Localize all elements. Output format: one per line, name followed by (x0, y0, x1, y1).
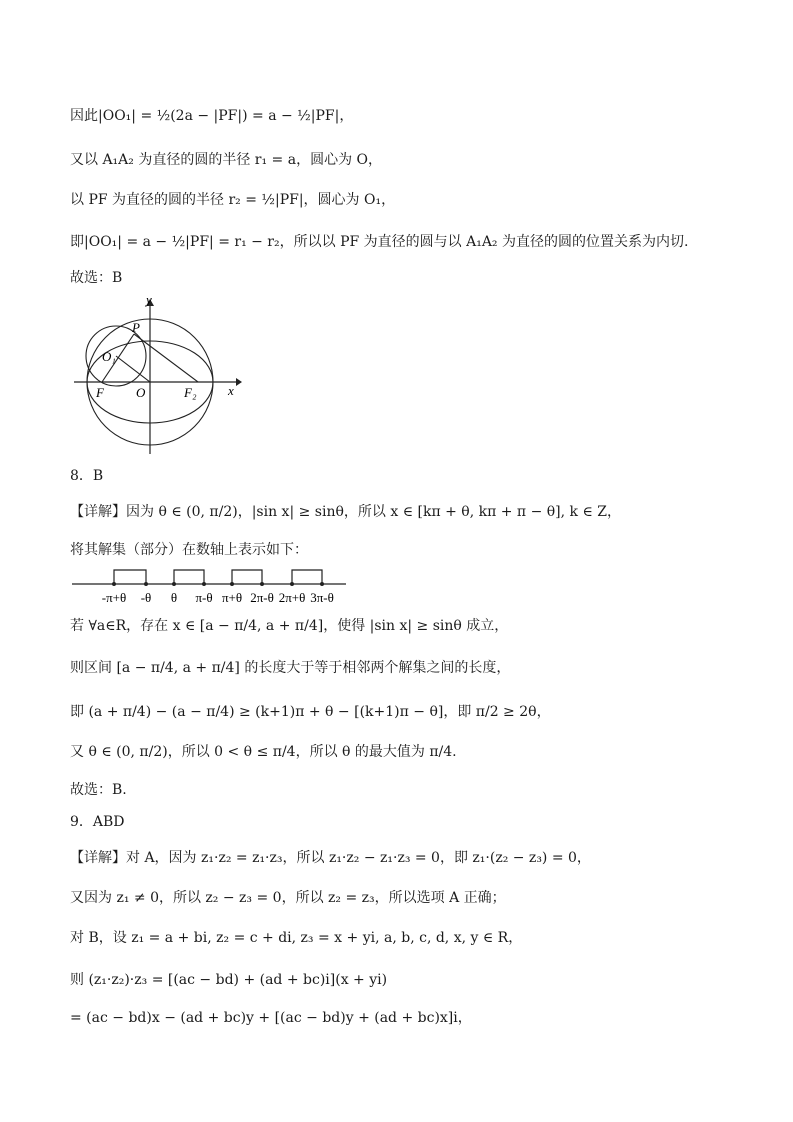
text-line-9: 若 ∀a∈R，存在 x ∈ [a − π/4, a + π/4]，使得 |sin x| ≥ sinθ 成立， (70, 618, 509, 634)
label-p: P (132, 320, 140, 335)
text-line-3: 以 PF 为直径的圆的半径 r₂ = ½|PF|，圆心为 O₁， (70, 192, 396, 208)
number-line-point (260, 582, 264, 586)
number-line-tick-label: θ (170, 590, 178, 605)
answer-line-2: 故选：B. (70, 782, 127, 798)
x-axis-arrow (236, 378, 242, 386)
segment-o1o (116, 356, 150, 382)
text-line-11: 即 (a + π/4) − (a − π/4) ≥ (k+1)π + θ − [(k+1)π − θ]，即 π/2 ≥ 2θ， (70, 704, 551, 720)
label-f2: F₂ (184, 385, 197, 400)
ellipse-figure (70, 292, 250, 458)
label-x: x (228, 383, 234, 398)
text-line-7: 【详解】因为 θ ∈ (0, π/2)，|sin x| ≥ sinθ，所以 x ∈ [kπ + θ, kπ + π − θ], k ∈ Z， (70, 504, 622, 520)
number-line-tick-label: π-θ (195, 590, 213, 605)
problem-9-heading: 9．ABD (70, 814, 125, 830)
number-line-point (320, 582, 324, 586)
solution-interval-bracket (292, 570, 322, 584)
number-line-point (230, 582, 234, 586)
number-line-point (112, 582, 116, 586)
number-line-point (144, 582, 148, 586)
number-line-tick-label: -θ (140, 590, 152, 605)
text-line-12: 又 θ ∈ (0, π/2)，所以 0 < θ ≤ π/4，所以 θ 的最大值为 π/4. (70, 744, 457, 760)
text-line-4: 即|OO₁| = a − ½|PF| = r₁ − r₂，所以以 PF 为直径的圆与以 A₁A₂ 为直径的圆的位置关系为内切. (70, 234, 689, 250)
number-line-point (290, 582, 294, 586)
text-line-2: 又以 A₁A₂ 为直径的圆的半径 r₁ = a，圆心为 O， (70, 152, 383, 168)
text-line-19: = (ac − bd)x − (ad + bc)y + [(ac − bd)y + (ad + bc)x]i， (70, 1010, 472, 1026)
number-line-figure (70, 562, 360, 608)
solution-interval-bracket (174, 570, 204, 584)
number-line-tick-label: π+θ (221, 590, 243, 605)
solution-interval-bracket (232, 570, 262, 584)
label-y: y (146, 292, 152, 307)
number-line-tick-label: 2π+θ (278, 590, 306, 605)
number-line-tick-label: 3π-θ (310, 590, 334, 605)
solution-interval-bracket (114, 570, 146, 584)
number-line-point (172, 582, 176, 586)
label-o: O (136, 385, 146, 400)
answer-line-1: 故选：B (70, 270, 123, 286)
text-line-10: 则区间 [a − π/4, a + π/4] 的长度大于等于相邻两个解集之间的长度， (70, 660, 511, 676)
text-line-16: 又因为 z₁ ≠ 0，所以 z₂ − z₃ = 0，所以 z₂ = z₃，所以选项 A 正确； (70, 890, 506, 906)
label-o1: O₁ (102, 349, 116, 364)
number-line-marks (102, 570, 334, 605)
text-line-18: 则 (z₁·z₂)·z₃ = [(ac − bd) + (ad + bc)i](x + yi) (70, 972, 388, 988)
segment-pf2 (134, 334, 198, 382)
text-line-1: 因此|OO₁| = ½(2a − |PF|) = a − ½|PF|， (70, 108, 354, 124)
number-line-tick-label: -π+θ (101, 590, 127, 605)
text-line-15: 【详解】对 A，因为 z₁·z₂ = z₁·z₃，所以 z₁·z₂ − z₁·z₃ = 0，即 z₁·(z₂ − z₃) = 0， (70, 850, 591, 866)
problem-8-heading: 8．B (70, 468, 104, 484)
label-f: F (96, 385, 104, 400)
number-line-point (202, 582, 206, 586)
text-line-8: 将其解集（部分）在数轴上表示如下： (70, 542, 308, 558)
number-line-tick-label: 2π-θ (250, 590, 274, 605)
text-line-17: 对 B，设 z₁ = a + bi, z₂ = c + di, z₃ = x + yi, a, b, c, d, x, y ∈ R， (70, 930, 523, 946)
